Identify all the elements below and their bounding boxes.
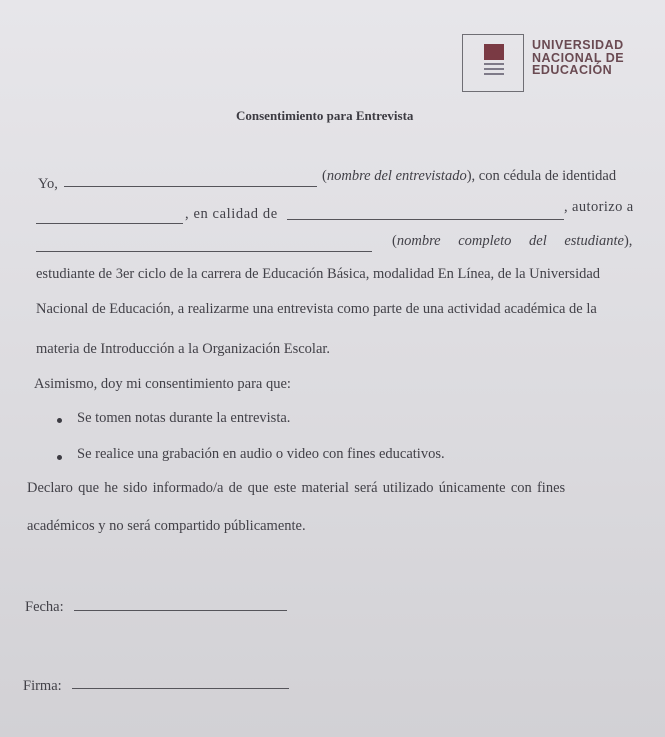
logo-text [532, 39, 648, 77]
paragraph-line-1-end: (nombre del entrevistado), con cédula de identidad [322, 168, 617, 184]
asimismo-text: Asimismo, doy mi consentimiento para que: [34, 376, 291, 392]
en-calidad-text: , en calidad de [185, 206, 278, 222]
nombre-entrevistado-blank[interactable] [64, 172, 317, 187]
paragraph-line-1 [38, 176, 58, 193]
declaro-line-2: académicos y no será compartido públicamente. [27, 518, 306, 534]
une-emblem-icon [484, 44, 504, 80]
firma-label: Firma: [23, 678, 62, 694]
cedula-blank[interactable] [36, 209, 183, 224]
paragraph-line-5: Nacional de Educación, a realizarme una entrevista como parte de una actividad académica de la [36, 301, 597, 317]
university-logo [462, 34, 648, 92]
fecha-blank[interactable] [74, 596, 287, 611]
calidad-blank[interactable] [287, 205, 564, 220]
firma-blank[interactable] [72, 674, 289, 689]
bullet-dot-icon [57, 455, 62, 460]
paragraph-line-6: materia de Introducción a la Organización Escolar. [36, 341, 331, 357]
nombre-estudiante-hint: nombre completo del estudiante [396, 233, 624, 249]
document-title: Consentimiento para Entrevista [236, 108, 414, 123]
yo-label: Yo, [38, 176, 58, 192]
autorizo-text: , autorizo a [564, 199, 634, 215]
paragraph-line-4: estudiante de 3er ciclo de la carrera de Educación Básica, modalidad En Línea, de la Universidad [36, 266, 601, 282]
logo-frame [462, 34, 524, 92]
nombre-entrevistado-hint: nombre del entrevistado [326, 168, 467, 184]
nombre-estudiante-blank[interactable] [36, 237, 372, 252]
cedula-text: ), con cédula de identidad [466, 168, 617, 184]
bullet-dot-icon [57, 418, 62, 423]
logo-line-3: EDUCACIÓN [532, 63, 613, 77]
declaro-line-1: Declaro que he sido informado/a de que este material será utilizado únicamente con fines [27, 480, 566, 496]
fecha-label: Fecha: [25, 599, 64, 615]
bullet-item-2: Se realice una grabación en audio o video con fines educativos. [77, 446, 445, 462]
logo-line-2: NACIONAL DE [532, 50, 625, 65]
bullet-item-1: Se tomen notas durante la entrevista. [77, 410, 291, 426]
nombre-estudiante-line: (nombre completo del estudiante), [392, 233, 633, 249]
logo-line-1: UNIVERSIDAD [532, 38, 624, 52]
